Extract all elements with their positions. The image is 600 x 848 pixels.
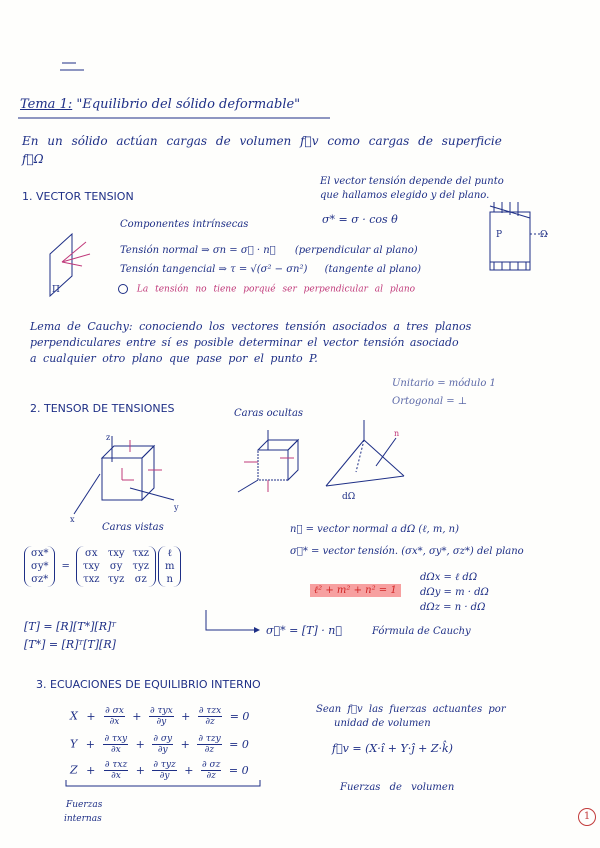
sign-note: La tensión no tiene porqué ser perpendicular al plano (118, 284, 415, 295)
equals-sign: = (61, 561, 70, 572)
section3-heading: 3. ECUACIONES DE EQUILIBRIO INTERNO (36, 678, 261, 691)
cube-visible-diagram (70, 430, 180, 526)
plane-label: Π (52, 285, 60, 295)
svg-text:n: n (394, 429, 400, 438)
internal-forces-2: internas (64, 814, 102, 824)
internal-forces-1: Fuerzas (66, 800, 103, 810)
bracket-arrow (204, 610, 264, 634)
equilibrium-eq-y: Y + $\frac{\text{∂ τxy}}{\partial x}$ + $\frac{\partial \sigma y}{\partial y}$ + $\frac{\text{∂ τzy}}{\partial z}$ = 0 (70, 734, 249, 755)
page-number: 1 (578, 808, 596, 826)
tema-title (20, 97, 300, 112)
tema-name: "Equilibrio del sólido deformable" (76, 97, 301, 112)
d-omega-y: dΩy = m · dΩ (420, 587, 489, 598)
sean-line2: unidad de volumen (334, 718, 431, 729)
svg-text:y: y (174, 503, 179, 512)
block-label-p: P (496, 230, 503, 240)
tangential-row: Tensión tangencial ⇒ τ = √(σ² − σn²) (tangente al plano) (120, 264, 422, 275)
block-diagram (482, 202, 562, 284)
tensor-matrix: σx τxy τxz τxy σy τyz τxz τyz σz (82, 548, 149, 585)
tema-underline (18, 116, 333, 120)
section1-note1: El vector tensión depende del punto (320, 176, 504, 187)
lemma-line3: a cualquier otro plano que pase por el punto P. (30, 352, 318, 365)
sean-line1: Sean f⃗v las fuerzas actuantes por (316, 704, 506, 715)
internal-bracket (64, 780, 264, 790)
d-omega-x: dΩx = ℓ dΩ (420, 572, 478, 583)
svg-text:x: x (70, 515, 75, 524)
identity-highlight: ℓ² + m² + n² = 1 (310, 584, 401, 597)
cube-hidden-diagram (232, 428, 312, 498)
tetrahedron-diagram (320, 420, 420, 500)
hidden-faces-label: Caras ocultas (234, 408, 304, 419)
lemma-line2: perpendiculares entre sí es posible determinar el vector tensión asociado (30, 336, 459, 349)
normal-row: Tensión normal ⇒ σn = σ⃗ · n⃗ (perpendicular al plano) (120, 245, 418, 256)
tema-label: Tema 1: (20, 97, 73, 112)
rhs-vector: ℓ m n (164, 548, 175, 585)
block-label-omega: Ω (540, 230, 548, 240)
lemma-line1: Lema de Cauchy: conociendo los vectores tensión asociados a tres planos (30, 320, 472, 333)
transform-2: [T*] = [R]ᵀ[T][R] (24, 638, 116, 651)
cauchy-formula: σ⃗* = [T] · n⃗ (266, 624, 342, 637)
section1-note2: que hallamos elegido y del plano. (320, 190, 490, 201)
tensor-equation (24, 546, 181, 587)
transform-1: [T] = [R][T*][R]ᵀ (24, 620, 116, 633)
equilibrium-eq-z: Z + $\frac{\text{∂ τxz}}{\partial x}$ + $\frac{\text{∂ τyz}}{\partial y}$ + $\frac{\partial \sigma z}{\partial z}$ = 0 (70, 760, 249, 781)
n-definition: n⃗ = vector normal a dΩ (ℓ, m, n) (290, 524, 460, 535)
lhs-vector: σx* σy* σz* (31, 548, 49, 585)
section2-heading: 2. TENSOR DE TENSIONES (30, 402, 175, 415)
header-dash-icon (58, 60, 88, 74)
fv-formula: f⃗v = (X·î + Y·ĵ + Z·k̂) (332, 742, 453, 755)
circle-dot-icon (118, 284, 128, 294)
cauchy-formula-name: Fórmula de Cauchy (372, 626, 471, 637)
svg-text:z: z (106, 433, 111, 442)
equilibrium-eq-x: X + $\frac{\partial \sigma x}{\partial x}$ + $\frac{\text{∂ τyx}}{\partial y}$ + $\frac{\text{∂ τzx}}{\partial z}$ = 0 (70, 706, 250, 727)
components-title: Componentes intrínsecas (120, 219, 249, 230)
d-omega-label: dΩ (342, 492, 356, 502)
header-marks (58, 60, 86, 74)
section1-heading: 1. VECTOR TENSION (22, 190, 134, 203)
sigma-definition: σ⃗* = vector tensión. (σx*, σy*, σz*) del plano (290, 546, 524, 557)
section1-note-formula: σ* = σ · cos θ (322, 213, 398, 226)
intro-fomega: f⃗Ω (22, 152, 44, 166)
visible-faces-label: Caras vistas (102, 522, 164, 533)
d-omega-z: dΩz = n · dΩ (420, 602, 486, 613)
volume-forces: Fuerzas de volumen (340, 782, 455, 793)
unit-note: Unitario = módulo 1 (392, 378, 496, 389)
orth-note: Ortogonal = ⊥ (392, 396, 468, 407)
intro-line: En un sólido actúan cargas de volumen f⃗v como cargas de superficie (22, 134, 502, 148)
